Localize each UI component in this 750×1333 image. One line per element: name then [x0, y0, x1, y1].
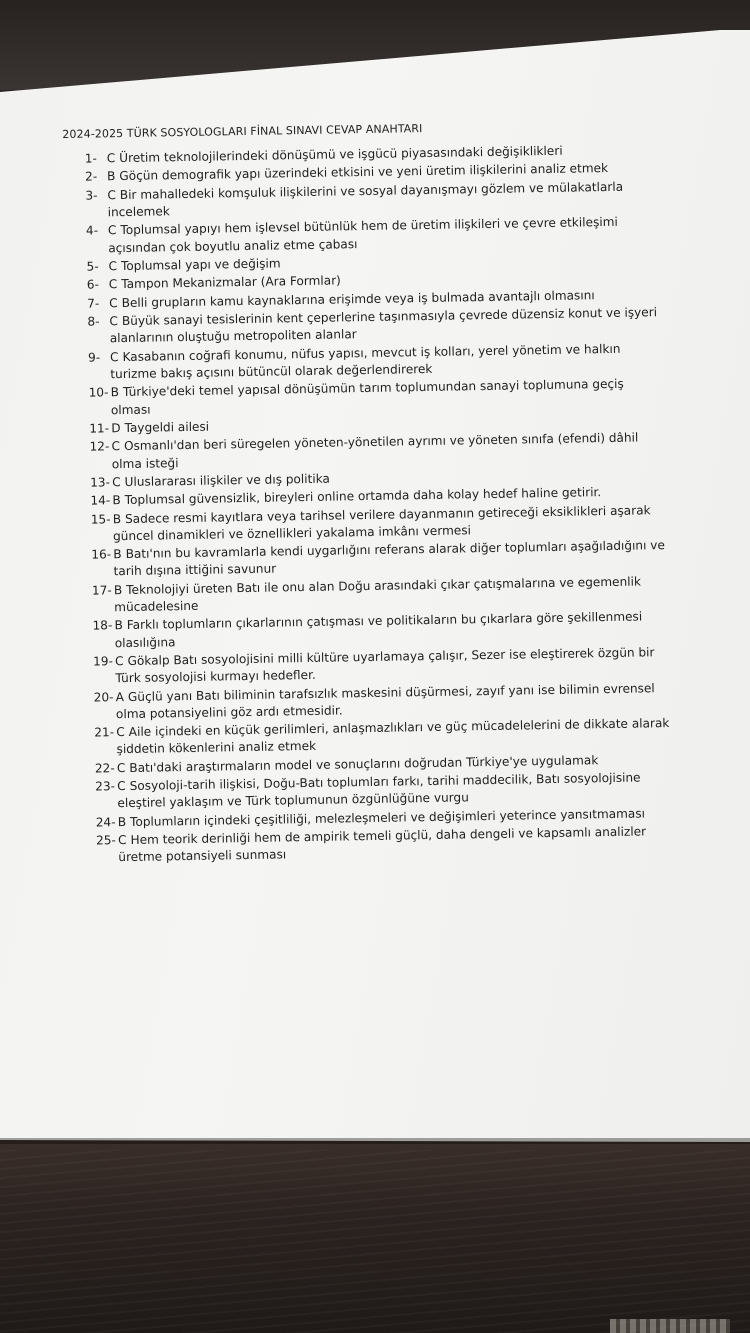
- answer-choice: B: [114, 618, 123, 633]
- answer-list: [63, 141, 675, 867]
- answer-number: 2-: [84, 169, 98, 185]
- answer-number: 19-: [93, 654, 113, 669]
- answer-number: 17-: [91, 583, 112, 598]
- answer-choice: C: [109, 314, 119, 329]
- answer-number: 21-: [94, 725, 115, 740]
- answer-text: Batı'daki araştırmaların model ve sonuçlarını doğrudan Türkiye'ye uygulamak: [129, 753, 599, 775]
- answer-text: Sosyoloji-tarih ilişkisi, Doğu-Batı toplumları farkı, tarihi maddecilik, Batı sosyolojisine eleştirel yaklaşım ve Türk toplumunun özgünlüğüne vurgu: [117, 770, 641, 811]
- answer-text: Hem teorik derinliği hem de ampirik temeli güçlü, daha dengeli ve kapsamlı analizler üretme potansiyeli sunması: [118, 824, 647, 865]
- answer-choice: C: [111, 439, 121, 454]
- answer-number: 9-: [87, 350, 101, 365]
- answer-text: Belli grupların kamu kaynaklarına erişimde veya iş bulmada avantajlı olmasını: [121, 287, 595, 310]
- answer-number: 15-: [90, 511, 111, 527]
- answer-text: Uluslararası ilişkiler ve dış politika: [124, 471, 330, 489]
- answer-number: 6-: [86, 277, 100, 292]
- answer-choice: A: [115, 689, 125, 704]
- answer-choice: C: [114, 654, 124, 669]
- answer-number: 25-: [95, 833, 116, 848]
- answer-choice: C: [109, 349, 119, 364]
- answer-text: Tampon Mekanizmalar (Ara Formlar): [121, 273, 341, 292]
- answer-text: Toplumların içindeki çeşitliliği, melezleşmeleri ve değişimleri yeterince yansıtmaması: [129, 806, 646, 829]
- answer-text: Büyük sanayi tesislerinin kent çeperlerine taşınmasıyla çevrede düzensiz konut ve işyeri alanlarının oluştuğu metropoliten alanlar: [109, 305, 658, 346]
- answer-text: Teknolojiyi üreten Batı ile onu alan Doğu arasındaki çıkar çatışmalarına ve egemenlik mücadelesine: [114, 574, 642, 615]
- answer-number: 22-: [94, 761, 115, 776]
- answer-choice: C: [117, 833, 127, 848]
- answer-choice: C: [116, 760, 126, 776]
- answer-text: Toplumsal güvensizlik, bireyleri online ortamda daha kolay hedef haline getirir.: [124, 485, 602, 508]
- answer-text: Gökalp Batı sosyolojisini milli kültüre uyarlamaya çalışır, Sezer ise eleştirerek özgün bir Türk sosyolojisi kurmayı hedefler.: [115, 645, 655, 686]
- answer-choice: C: [107, 187, 116, 203]
- answer-number: 20-: [93, 689, 114, 705]
- answer-text: Osmanlı'dan beri süregelen yöneten-yönetilen ayrımı ve yöneten sınıfa (efendi) dâhil olma isteği: [111, 430, 639, 471]
- answer-number: 16-: [91, 547, 112, 562]
- answer-text: Türkiye'deki temel yapısal dönüşümün tarım toplumundan sanayi toplumuna geçiş olması: [110, 377, 624, 417]
- answer-number: 13-: [90, 475, 111, 490]
- answer-number: 14-: [90, 493, 111, 508]
- floor-pattern: [610, 1319, 730, 1333]
- answer-text: Toplumsal yapıyı hem işlevsel bütünlük hem de üretim ilişkileri ve çevre etkileşimi açısından çok boyutlu analiz etme çabası: [108, 215, 618, 255]
- answer-text: Batı'nın bu kavramlarla kendi uygarlığını referans alarak diğer toplumları aşağıladığını ve tarih dışına ittiğini savunur: [113, 538, 665, 579]
- answer-number: 18-: [92, 618, 113, 634]
- answer-choice: C: [116, 725, 125, 740]
- answer-number: 8-: [87, 314, 100, 329]
- answer-text: Farklı toplumların çıkarlarının çatışması ve politikaların bu çıkarlara göre şekillenmesi olasılığına: [114, 609, 643, 650]
- answer-choice: B: [113, 547, 122, 562]
- answer-number: 23-: [95, 779, 116, 794]
- answer-text: Üretim teknolojilerindeki dönüşümü ve işgücü piyasasındaki değişiklikleri: [119, 143, 563, 166]
- paper-edge-shadow: [0, 1138, 750, 1144]
- answer-choice: D: [111, 420, 121, 436]
- answer-number: 24-: [95, 815, 116, 830]
- answer-number: 1-: [84, 151, 97, 166]
- answer-choice: B: [112, 511, 122, 526]
- answer-choice: B: [113, 582, 123, 598]
- table-wood-grain: [0, 1150, 750, 1333]
- answer-text: Bir mahalledeki komşuluk ilişkilerini ve sosyal dayanışmayı gözlem ve mülakatlarla incelemek: [107, 179, 624, 220]
- answer-text: Aile içindeki en küçük gerilimleri, anlaşmazlıkları ve güç mücadelelerini de dikkate alarak şiddetin kökenlerini analiz etmek: [116, 716, 670, 757]
- answer-choice: B: [117, 814, 127, 829]
- answer-choice: C: [117, 779, 126, 794]
- answer-choice: C: [108, 259, 118, 274]
- answer-choice: C: [108, 277, 118, 292]
- answer-text: Toplumsal yapı ve değişim: [120, 256, 281, 274]
- answer-number: 5-: [86, 259, 99, 274]
- answer-choice: C: [112, 474, 121, 490]
- answer-number: 12-: [89, 439, 110, 454]
- answer-number: 10-: [88, 385, 109, 400]
- answer-text: Kasabanın coğrafi konumu, nüfus yapısı, mevcut iş kolları, yerel yönetim ve halkın turizme bakış açısını bütüncül olarak değerlendirerek: [110, 341, 621, 382]
- answer-text: Taygeldi ailesi: [124, 419, 210, 435]
- answer-choice: B: [110, 385, 120, 400]
- answer-number: 4-: [85, 223, 99, 238]
- answer-choice: C: [109, 295, 118, 310]
- answer-number: 7-: [87, 296, 100, 311]
- document-title: 2024-2025 TÜRK SOSYOLOGLARI FİNAL SINAVI CEVAP ANAHTARI: [62, 122, 423, 141]
- answer-choice: B: [112, 493, 121, 508]
- answer-text: Sadece resmi kayıtlara veya tarihsel verilere dayanmanın getireceği eksiklikleri aşarak güncel dinamikleri ve öznellikleri yakalama imkânı vermesi: [112, 502, 651, 544]
- answer-number: 3-: [85, 188, 98, 203]
- answer-choice: B: [106, 169, 116, 184]
- answer-key-document: [62, 102, 674, 869]
- answer-choice: C: [107, 223, 117, 238]
- answer-choice: C: [106, 151, 116, 166]
- answer-number: 11-: [89, 421, 110, 436]
- answer-text: Göçün demografik yapı üzerindeki etkisini ve yeni üretim ilişkilerini analiz etmek: [119, 161, 609, 184]
- answer-text: Güçlü yanı Batı biliminin tarafsızlık maskesini düşürmesi, zayıf yanı ise bilimin evrensel olma potansiyelini göz ardı etmesidir.: [115, 680, 655, 722]
